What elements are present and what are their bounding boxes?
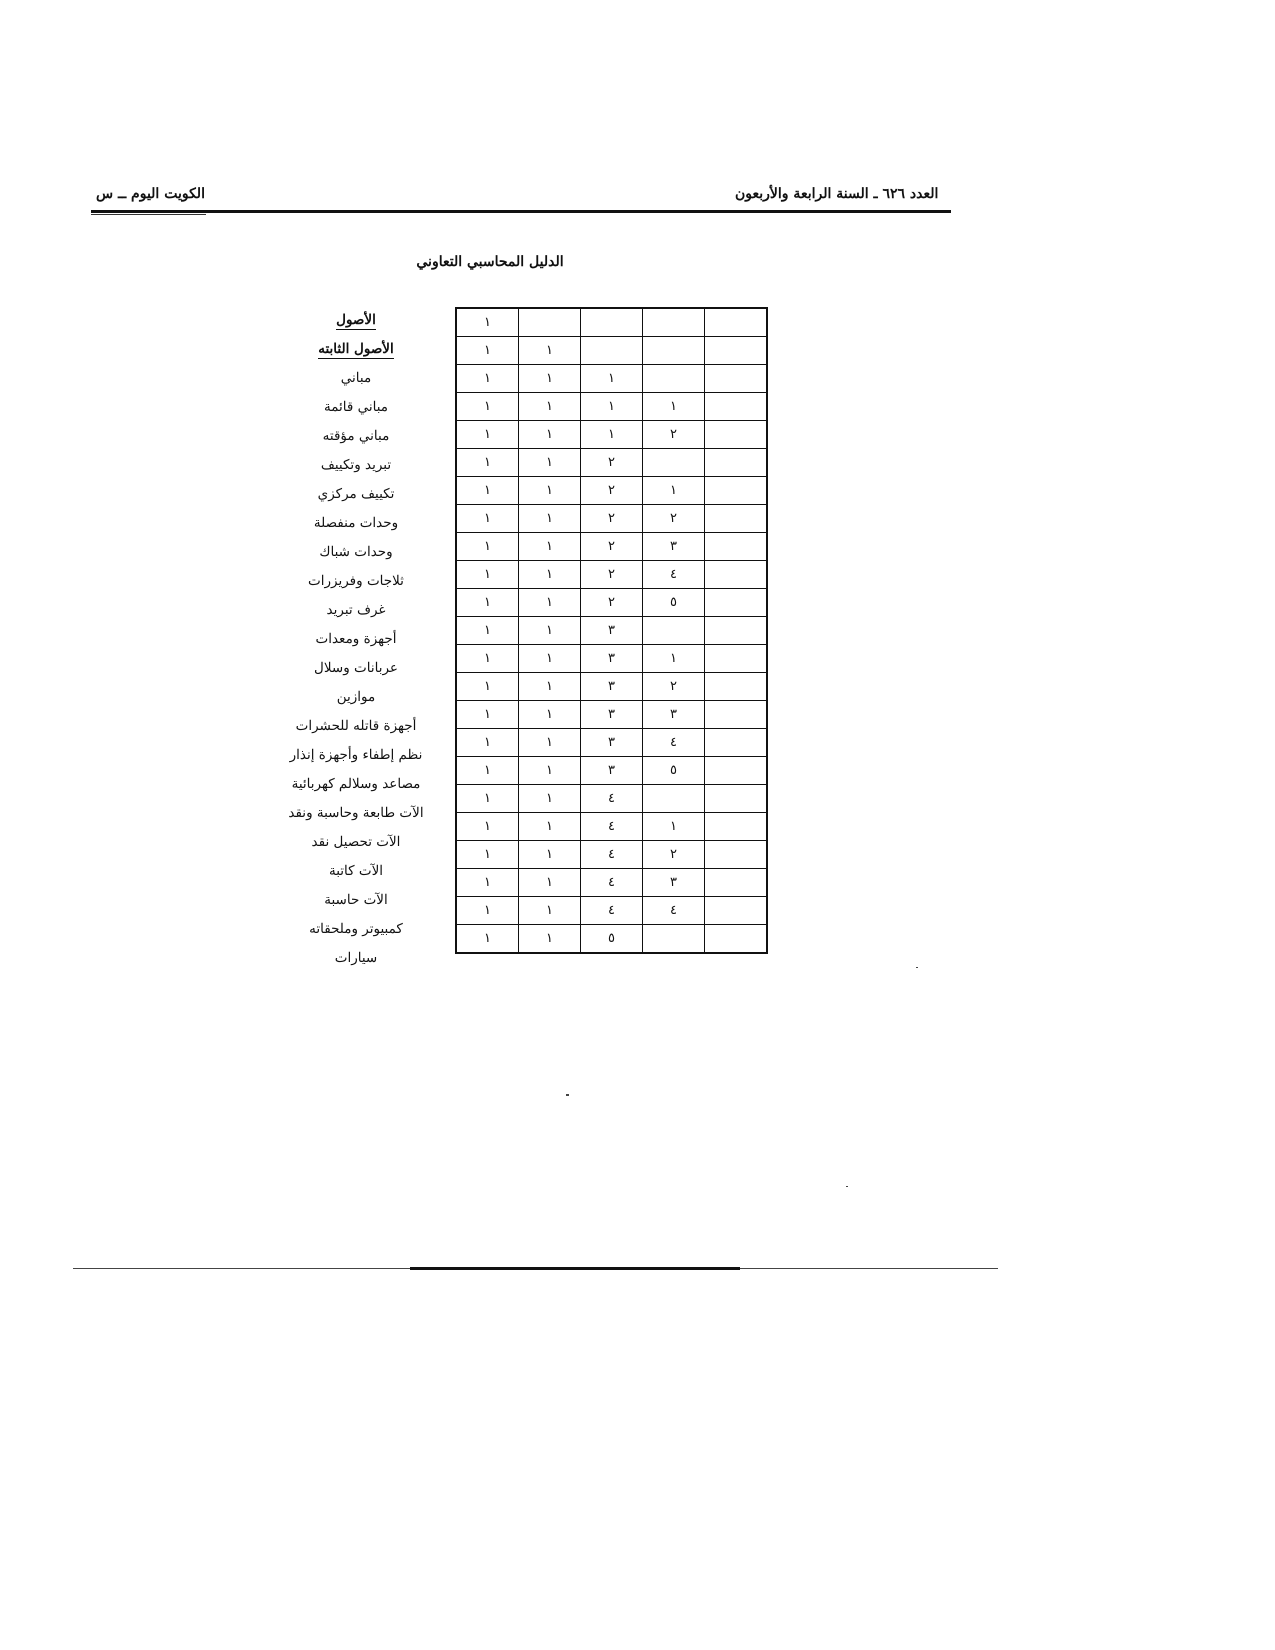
table-row xyxy=(456,505,767,533)
code-cell: ٢ xyxy=(581,533,643,561)
code-cell xyxy=(705,421,768,449)
code-cell: ١ xyxy=(456,421,519,449)
table-row xyxy=(456,337,767,365)
account-label-text: أجهزة ومعدات xyxy=(315,631,397,647)
code-cell: ٥ xyxy=(581,925,643,954)
code-cell xyxy=(705,561,768,589)
account-label-text: الأصول الثابته xyxy=(318,341,394,357)
code-cell: ٤ xyxy=(643,897,705,925)
table-row xyxy=(456,673,767,701)
code-cell: ١ xyxy=(519,365,581,393)
code-cell xyxy=(705,869,768,897)
code-cell: ١ xyxy=(456,477,519,505)
table-row xyxy=(456,701,767,729)
code-cell xyxy=(581,337,643,365)
code-cell: ١ xyxy=(456,645,519,673)
account-label xyxy=(270,654,442,683)
account-label-text: موازين xyxy=(336,689,376,705)
account-label-text: الآت كاتبة xyxy=(328,863,384,879)
code-cell: ٢ xyxy=(643,421,705,449)
code-cell: ٣ xyxy=(581,617,643,645)
code-cell xyxy=(705,729,768,757)
code-cell xyxy=(643,617,705,645)
code-cell xyxy=(705,841,768,869)
account-label-text: نظم إطفاء وأجهزة إنذار xyxy=(289,747,423,763)
code-cell: ١ xyxy=(456,533,519,561)
code-cell: ١ xyxy=(643,477,705,505)
table-row xyxy=(456,421,767,449)
table-row xyxy=(456,449,767,477)
account-label-text: أجهزة قاتله للحشرات xyxy=(295,718,417,734)
header-rule xyxy=(91,210,951,213)
code-cell: ١ xyxy=(519,785,581,813)
code-cell: ١ xyxy=(456,449,519,477)
account-label-text: الآت طابعة وحاسبة ونقد xyxy=(288,805,424,821)
code-cell: ٣ xyxy=(643,533,705,561)
code-cell: ١ xyxy=(519,673,581,701)
code-cell xyxy=(705,701,768,729)
code-cell xyxy=(705,477,768,505)
code-cell xyxy=(705,337,768,365)
account-label xyxy=(270,915,442,944)
code-cell: ١ xyxy=(456,869,519,897)
code-cell xyxy=(705,365,768,393)
code-cell xyxy=(705,393,768,421)
account-label xyxy=(270,944,442,973)
account-label-text: مباني قائمة xyxy=(323,399,389,415)
account-label-text: وحدات شباك xyxy=(319,544,393,560)
account-label xyxy=(270,886,442,915)
account-label xyxy=(270,799,442,828)
table-row xyxy=(456,477,767,505)
code-cell: ١ xyxy=(519,421,581,449)
table-row xyxy=(456,561,767,589)
code-cell: ٤ xyxy=(581,841,643,869)
code-cell: ٢ xyxy=(581,589,643,617)
code-cell: ١ xyxy=(581,393,643,421)
account-label xyxy=(270,422,442,451)
account-label xyxy=(270,451,442,480)
account-label xyxy=(270,741,442,770)
code-cell: ١ xyxy=(519,561,581,589)
account-label xyxy=(270,364,442,393)
code-cell: ١ xyxy=(519,477,581,505)
code-cell: ١ xyxy=(519,729,581,757)
table-row xyxy=(456,813,767,841)
table-row xyxy=(456,393,767,421)
code-cell xyxy=(705,757,768,785)
table-row xyxy=(456,925,767,954)
table-row xyxy=(456,897,767,925)
account-label xyxy=(270,567,442,596)
code-cell: ١ xyxy=(456,701,519,729)
code-cell: ٤ xyxy=(643,729,705,757)
code-cell: ١ xyxy=(456,505,519,533)
code-cell: ٤ xyxy=(581,813,643,841)
code-cell: ١ xyxy=(643,393,705,421)
code-cell: ٢ xyxy=(643,505,705,533)
code-cell: ٣ xyxy=(643,869,705,897)
code-cell: ١ xyxy=(519,701,581,729)
code-cell: ١ xyxy=(456,897,519,925)
account-label-text: سيارات xyxy=(334,950,378,966)
code-cell: ٣ xyxy=(581,701,643,729)
table-row xyxy=(456,645,767,673)
code-cell xyxy=(705,505,768,533)
account-label-text: مصاعد وسلالم كهربائية xyxy=(291,776,421,792)
code-cell: ٢ xyxy=(643,673,705,701)
code-cell xyxy=(705,673,768,701)
code-cell: ٢ xyxy=(643,841,705,869)
account-label-text: الآت حاسبة xyxy=(324,892,388,908)
account-label-text: مباني مؤقته xyxy=(322,428,390,444)
header-rule-thin xyxy=(91,214,206,215)
account-label xyxy=(270,596,442,625)
account-label xyxy=(270,480,442,509)
code-cell: ٢ xyxy=(581,561,643,589)
code-cell xyxy=(643,365,705,393)
code-cell xyxy=(643,337,705,365)
account-label xyxy=(270,306,442,335)
account-label-text: وحدات منفصلة xyxy=(313,515,399,531)
scan-speck xyxy=(916,967,918,968)
scan-speck xyxy=(846,1186,848,1187)
account-label xyxy=(270,335,442,364)
code-cell: ١ xyxy=(456,813,519,841)
account-label-text: تكييف مركزي xyxy=(317,486,395,502)
code-cell xyxy=(643,925,705,954)
footer-rule-thick xyxy=(410,1267,740,1270)
code-cell: ٢ xyxy=(581,449,643,477)
code-cell xyxy=(705,785,768,813)
account-code-table xyxy=(455,307,768,954)
table-row xyxy=(456,841,767,869)
code-cell: ١ xyxy=(519,449,581,477)
account-label-text: مباني xyxy=(340,370,372,386)
code-cell: ٣ xyxy=(581,757,643,785)
account-label xyxy=(270,393,442,422)
code-cell: ٤ xyxy=(643,561,705,589)
code-cell: ١ xyxy=(519,757,581,785)
header-issue-info: العدد ٦٢٦ ـ السنة الرابعة والأربعون xyxy=(735,186,939,202)
account-label-text: الآت تحصيل نقد xyxy=(311,834,401,850)
account-label-text: عربانات وسلال xyxy=(314,660,398,676)
code-cell: ٤ xyxy=(581,869,643,897)
code-cell xyxy=(643,308,705,337)
table-row xyxy=(456,533,767,561)
account-label xyxy=(270,770,442,799)
code-cell xyxy=(519,308,581,337)
account-label-text: الأصول xyxy=(336,312,376,328)
code-cell: ١ xyxy=(456,589,519,617)
code-cell: ١ xyxy=(519,841,581,869)
table-row xyxy=(456,869,767,897)
code-cell: ١ xyxy=(456,673,519,701)
code-cell: ٣ xyxy=(581,729,643,757)
code-cell: ١ xyxy=(456,393,519,421)
account-label xyxy=(270,712,442,741)
code-cell xyxy=(705,449,768,477)
code-cell: ٣ xyxy=(581,645,643,673)
code-cell xyxy=(581,308,643,337)
code-cell: ٣ xyxy=(581,673,643,701)
code-cell xyxy=(643,449,705,477)
code-cell: ١ xyxy=(456,308,519,337)
account-label-text: تبريد وتكييف xyxy=(320,457,392,473)
account-label-text: كمبيوتر وملحقاته xyxy=(309,921,403,937)
table-row xyxy=(456,785,767,813)
table-row xyxy=(456,589,767,617)
account-label-text: ثلاجات وفريزرات xyxy=(308,573,404,589)
code-cell: ١ xyxy=(581,421,643,449)
table-row xyxy=(456,365,767,393)
account-label xyxy=(270,625,442,654)
account-label xyxy=(270,538,442,567)
code-cell: ١ xyxy=(519,393,581,421)
code-cell: ١ xyxy=(456,365,519,393)
table-row xyxy=(456,308,767,337)
table-row xyxy=(456,617,767,645)
code-cell: ٤ xyxy=(581,897,643,925)
code-cell xyxy=(705,925,768,954)
code-cell xyxy=(705,308,768,337)
code-cell: ١ xyxy=(456,337,519,365)
code-cell: ٤ xyxy=(581,785,643,813)
code-cell: ١ xyxy=(519,925,581,954)
code-cell xyxy=(705,645,768,673)
scan-speck xyxy=(566,1094,569,1096)
code-cell: ١ xyxy=(456,925,519,954)
code-cell: ٢ xyxy=(581,477,643,505)
code-cell xyxy=(643,785,705,813)
code-cell: ١ xyxy=(519,617,581,645)
code-cell: ١ xyxy=(519,589,581,617)
account-label-text: غرف تبريد xyxy=(326,602,386,618)
table-row xyxy=(456,729,767,757)
account-labels-column xyxy=(270,306,442,973)
code-cell: ١ xyxy=(456,785,519,813)
code-cell xyxy=(705,813,768,841)
account-label xyxy=(270,683,442,712)
code-cell: ٥ xyxy=(643,589,705,617)
code-cell xyxy=(705,617,768,645)
table-row xyxy=(456,757,767,785)
code-cell: ١ xyxy=(456,841,519,869)
code-cell: ٣ xyxy=(643,701,705,729)
code-cell xyxy=(705,589,768,617)
code-cell: ١ xyxy=(519,337,581,365)
code-cell: ١ xyxy=(456,617,519,645)
code-cell: ١ xyxy=(519,897,581,925)
code-cell: ١ xyxy=(519,813,581,841)
code-cell: ١ xyxy=(519,533,581,561)
code-cell: ١ xyxy=(643,645,705,673)
account-label xyxy=(270,828,442,857)
code-cell: ١ xyxy=(456,561,519,589)
code-cell: ١ xyxy=(643,813,705,841)
code-cell: ١ xyxy=(456,757,519,785)
code-cell: ٢ xyxy=(581,505,643,533)
code-cell: ١ xyxy=(581,365,643,393)
code-cell: ١ xyxy=(456,729,519,757)
account-label xyxy=(270,509,442,538)
header-publication-name: الكويت اليوم ــ س xyxy=(96,186,205,202)
code-cell: ١ xyxy=(519,869,581,897)
code-cell: ١ xyxy=(519,645,581,673)
code-cell xyxy=(705,533,768,561)
code-cell: ٥ xyxy=(643,757,705,785)
code-cell xyxy=(705,897,768,925)
code-cell: ١ xyxy=(519,505,581,533)
document-title: الدليل المحاسبي التعاوني xyxy=(416,254,564,270)
account-label xyxy=(270,857,442,886)
